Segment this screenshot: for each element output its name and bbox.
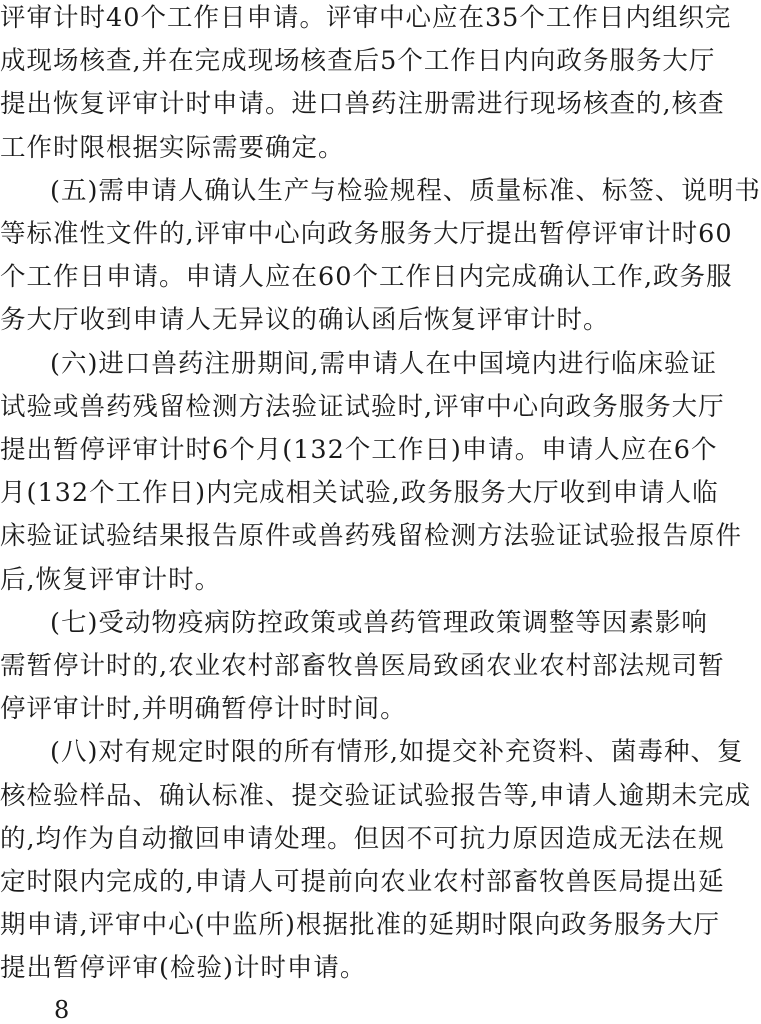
text-line: 提出恢复评审计时申请。进口兽药注册需进行现场核查的,核查 [0,89,725,120]
paragraph-6-first-line: (六)进口兽药注册期间,需申请人在中国境内进行临床验证 [50,348,718,379]
paragraph-5-first-line: (五)需申请人确认生产与检验规程、质量标准、标签、说明书 [50,175,761,206]
text-line: 床验证试验结果报告原件或兽药残留检测方法验证试验报告原件 [0,521,743,552]
text-line: 试验或兽药残留检测方法验证试验时,评审中心向政务服务大厅 [0,391,725,422]
page-number: 8 [54,996,70,1024]
text-line: 评审计时40个工作日申请。评审中心应在35个工作日内组织完 [0,3,732,33]
text-line: 提出暂停评审(检验)计时申请。 [0,953,367,984]
text-line: 后,恢复评审计时。 [0,564,222,595]
text-line: 成现场核查,并在完成现场核查后5个工作日内向政务服务大厅 [0,46,716,77]
text-line: 停评审计时,并明确暂停计时时间。 [0,694,407,725]
text-line: 等标准性文件的,评审中心向政务服务大厅提出暂停评审计时60 [0,219,733,249]
text-line: 月(132个工作日)内完成相关试验,政务服务大厅收到申请人临 [0,478,719,509]
text-line: 定时限内完成的,申请人可提前向农业农村部畜牧兽医局提出延 [0,867,725,897]
text-line: 期申请,评审中心(中监所)根据批准的延期时限向政务服务大厅 [0,910,721,941]
text-line: 提出暂停评审计时6个月(132个工作日)申请。申请人应在6个 [0,435,718,465]
text-line: 核检验样品、确认标准、提交验证试验报告等,申请人逾期未完成 [0,780,752,811]
text-line: 个工作日申请。申请人应在60个工作日内完成确认工作,政务服 [0,262,733,293]
paragraph-7-first-line: (七)受动物疫病防控政策或兽药管理政策调整等因素影响 [50,607,708,638]
text-line: 的,均作为自动撤回申请处理。但因不可抗力原因造成无法在规 [0,823,725,854]
text-line: 务大厅收到申请人无异议的确认函后恢复评审计时。 [0,305,610,336]
text-line: 需暂停计时的,农业农村部畜牧兽医局致函农业农村部法规司暂 [0,651,725,681]
paragraph-8-first-line: (八)对有规定时限的所有情形,如提交补充资料、菌毒种、复 [50,737,744,768]
text-line: 工作时限根据实际需要确定。 [0,132,345,163]
